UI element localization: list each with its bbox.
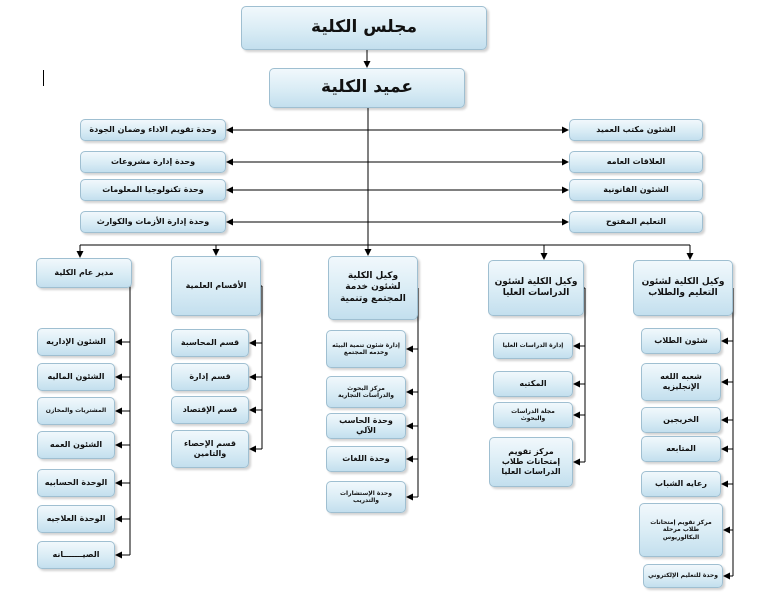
branch-item-box: رعايه الشباب bbox=[641, 471, 721, 497]
council-box: مجلس الكلية bbox=[241, 6, 487, 50]
left-unit-box: وحدة إدارة الأزمات والكوارث bbox=[80, 211, 226, 233]
right-unit-box: الشئون مكتب العميد bbox=[569, 119, 703, 141]
branch-item-box: قسم الإقتصاد bbox=[171, 396, 249, 424]
branch-item-box: الخريجين bbox=[641, 407, 721, 433]
branch-item-box: الصيـــــــانه bbox=[37, 541, 115, 569]
right-unit-box: التعليم المفتوح bbox=[569, 211, 703, 233]
right-unit-box: العلاقات العامه bbox=[569, 151, 703, 173]
branch-item-box: الشئون الإداريه bbox=[37, 328, 115, 356]
branch-title-box: وكيل الكلية لشئون الدراسات العليا bbox=[488, 260, 584, 316]
left-unit-box: وحدة تكنولوجيا المعلومات bbox=[80, 179, 226, 201]
branch-item-box: وحدة اللغات bbox=[326, 446, 406, 472]
branch-item-box: مركز البحوث والدراسات التجارية bbox=[326, 376, 406, 408]
branch-item-box: إدارة شئون تنمية البيئه وخدمه المجتمع bbox=[326, 330, 406, 368]
branch-item-box: شئون الطلاب bbox=[641, 328, 721, 354]
branch-item-box: المشتريات والمخازن bbox=[37, 397, 115, 425]
branch-title-box: الأقسام العلمية bbox=[171, 256, 261, 316]
branch-item-box: المتابعه bbox=[641, 436, 721, 462]
dean-box: عميد الكلية bbox=[269, 68, 465, 108]
text-cursor bbox=[43, 70, 44, 86]
branch-title-box: وكيل الكلية لشئون التعليم والطلاب bbox=[633, 260, 733, 316]
branch-item-box: الوحدة العلاجيه bbox=[37, 505, 115, 533]
branch-item-box: وحدة الإستشارات والتدريب bbox=[326, 481, 406, 513]
branch-item-box: قسم الإحصاء والتامين bbox=[171, 430, 249, 468]
branch-item-box: شعبه اللغه الإنجليزيه bbox=[641, 363, 721, 401]
branch-item-box: المكتبه bbox=[493, 371, 573, 397]
branch-item-box: قسم المحاسبة bbox=[171, 329, 249, 357]
left-unit-box: وحدة إدارة مشروعات bbox=[80, 151, 226, 173]
branch-title-box: وكيل الكلية لشئون خدمة المجتمع وتنمية bbox=[328, 256, 418, 320]
branch-item-box: قسم إدارة bbox=[171, 363, 249, 391]
branch-item-box: الوحدة الحسابيه bbox=[37, 469, 115, 497]
branch-item-box: وحدة للتعليم الإلكتروني bbox=[643, 564, 723, 588]
left-unit-box: وحدة تقويم الاداء وضمان الجودة bbox=[80, 119, 226, 141]
branch-item-box: الشئون الماليه bbox=[37, 363, 115, 391]
branch-item-box: مركز تقويم إمتحانات طلاب الدراسات العليا bbox=[489, 437, 573, 487]
branch-item-box: الشئون العمه bbox=[37, 431, 115, 459]
branch-item-box: مجلة الدراسات والبحوث bbox=[493, 402, 573, 428]
branch-item-box: مركز تقويم إمتحانات طلاب مرحلة البكالوريوس bbox=[639, 503, 723, 557]
branch-item-box: وحدة الحاسب الآلي bbox=[326, 413, 406, 439]
branch-item-box: إدارة الدراسات العليا bbox=[493, 333, 573, 359]
right-unit-box: الشئون القانونية bbox=[569, 179, 703, 201]
branch-title-box: مدير عام الكلية bbox=[36, 258, 132, 288]
